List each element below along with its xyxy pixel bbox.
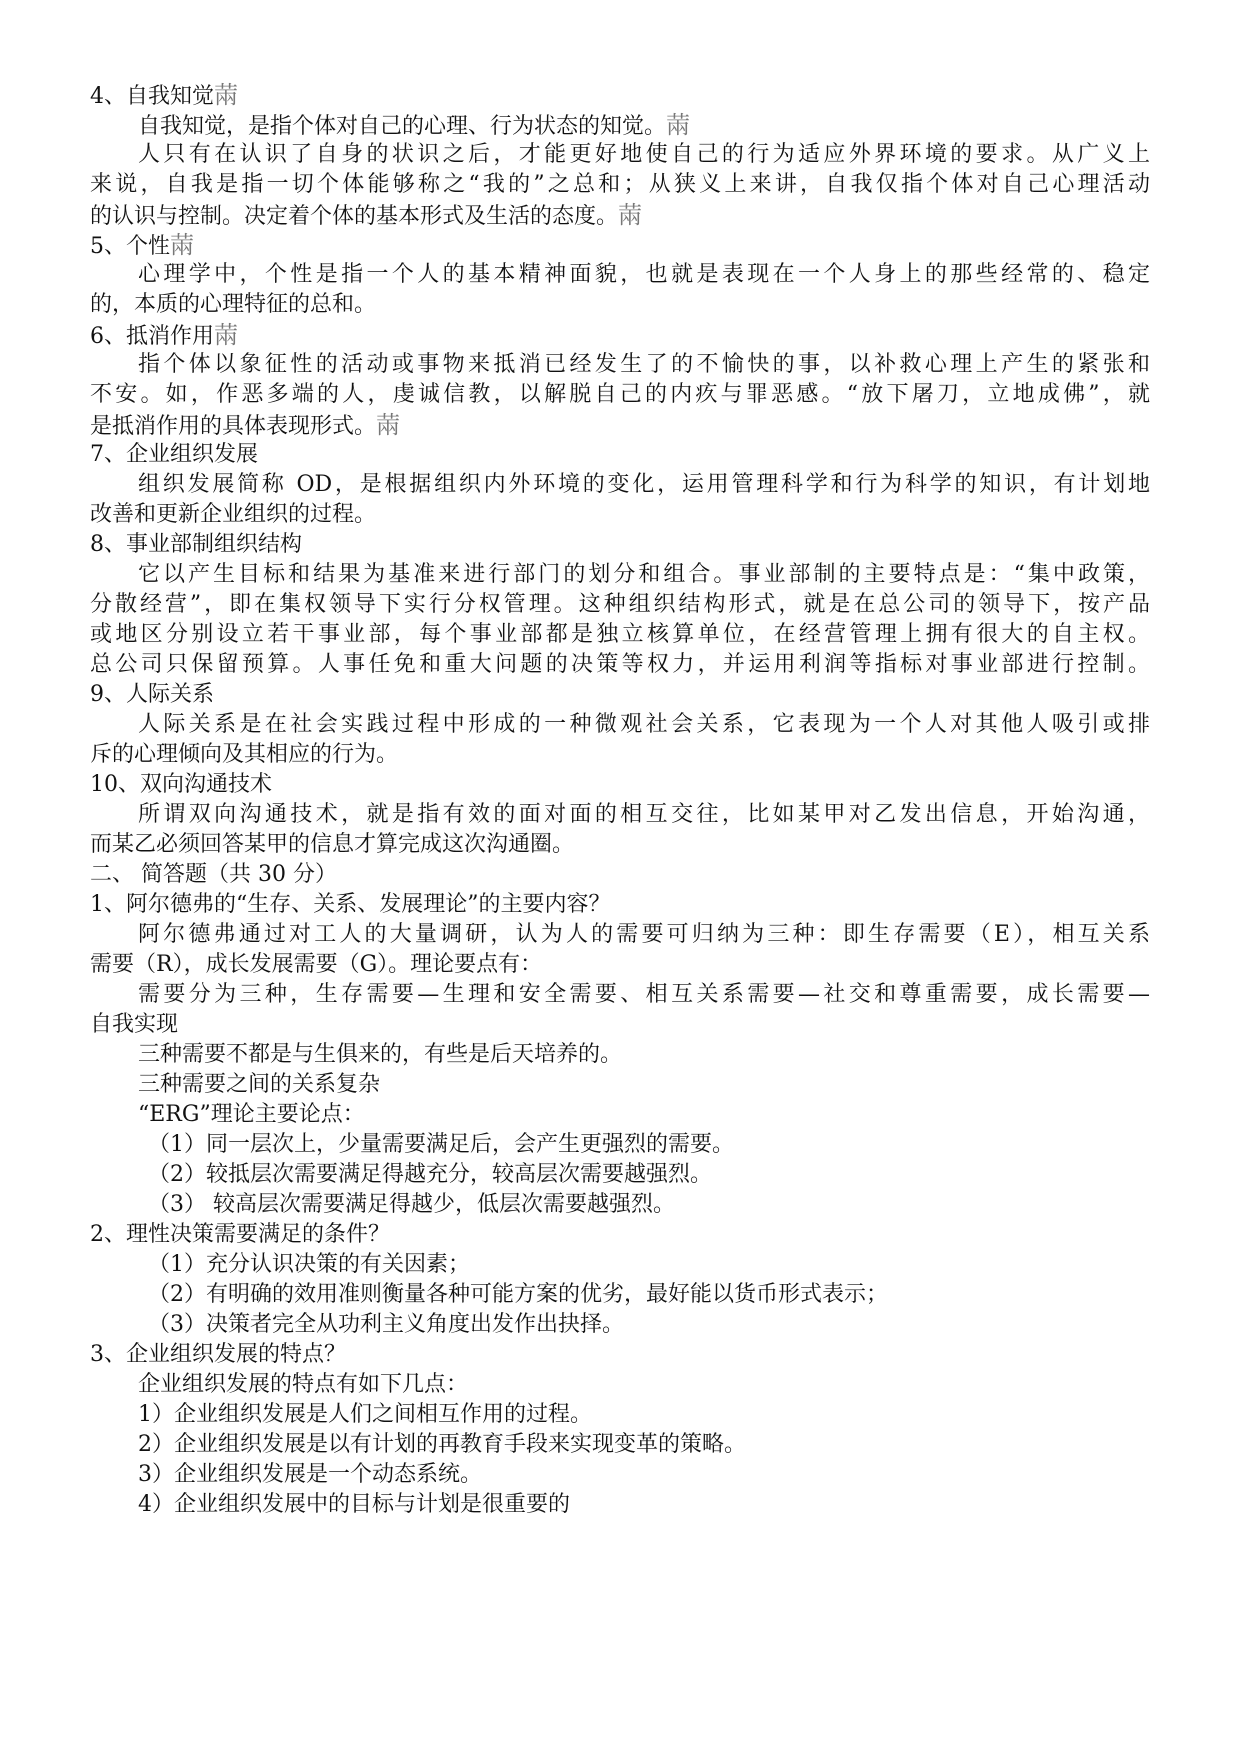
glyph-mark: 䓣 (214, 321, 238, 349)
heading-personality: 5、个性䓣 (90, 231, 194, 259)
paragraph-line: 改善和更新企业组织的过程。 (90, 502, 377, 527)
paragraph-line: 的认识与控制。决定着个体的基本形式及生活的态度。䓣 (90, 201, 643, 229)
paragraph-line: 斥的心理倾向及其相应的行为。 (90, 742, 399, 767)
heading-org-development: 7、企业组织发展 (90, 442, 258, 467)
glyph-mark: 䓣 (376, 411, 401, 439)
list-item: 3）企业组织发展是一个动态系统。 (138, 1462, 482, 1487)
list-item: 1）企业组织发展是人们之间相互作用的过程。 (138, 1402, 592, 1427)
paragraph-line: 指个体以象征性的活动或事物来抵消已经发生了的不愉快的事，以补救心理上产生的紧张和 (138, 352, 1150, 377)
heading-divisional-structure: 8、事业部制组织结构 (90, 532, 302, 557)
paragraph-line: 或地区分别设立若干事业部，每个事业部都是独立核算单位，在经营管理上拥有很大的自主权。 (90, 622, 1150, 647)
heading-two-way-communication: 10、双向沟通技术 (90, 772, 272, 797)
glyph-mark: 䓣 (170, 231, 194, 259)
paragraph-line: 企业组织发展的特点有如下几点： (138, 1372, 469, 1397)
paragraph-line: 需要分为三种，生存需要—生理和安全需要、相互关系需要—社交和尊重需要，成长需要— (138, 982, 1150, 1007)
list-item: （3） 较高层次需要满足得越少，低层次需要越强烈。 (148, 1192, 675, 1217)
heading-self-perception: 4、自我知觉䓣 (90, 81, 238, 109)
paragraph-line: “ERG”理论主要论点： (138, 1102, 365, 1127)
paragraph-line: 是抵消作用的具体表现形式。䓣 (90, 411, 401, 439)
heading-undoing: 6、抵消作用䓣 (90, 321, 238, 349)
list-item: （1）同一层次上，少量需要满足后，会产生更强烈的需要。 (148, 1132, 734, 1157)
paragraph-line: 自我实现 (90, 1012, 179, 1037)
paragraph-line: 来说，自我是指一切个体能够称之“我的”之总和；从狭义上来讲，自我仅指个体对自己心理活动 (90, 172, 1150, 197)
list-item: 2）企业组织发展是以有计划的再教育手段来实现变革的策略。 (138, 1432, 746, 1457)
list-item: 4）企业组织发展中的目标与计划是很重要的 (138, 1492, 570, 1517)
paragraph-line: 人只有在认识了自身的状识之后，才能更好地使自己的行为适应外界环境的要求。从广义上 (138, 142, 1150, 167)
list-item: （2）较抵层次需要满足得越充分，较高层次需要越强烈。 (148, 1162, 712, 1187)
glyph-mark: 䓣 (618, 201, 643, 229)
list-item: （3）决策者完全从功利主义角度出发作出抉择。 (148, 1312, 624, 1337)
glyph-mark: 䓣 (666, 111, 691, 139)
question-org-development-features: 3、企业组织发展的特点？ (90, 1342, 346, 1367)
question-erg: 1、阿尔德弗的“生存、关系、发展理论”的主要内容？ (90, 892, 611, 917)
paragraph-line: 人际关系是在社会实践过程中形成的一种微观社会关系，它表现为一个人对其他人吸引或排 (138, 712, 1150, 737)
paragraph-line: 不安。如，作恶多端的人，虔诚信教，以解脱自己的内疚与罪恶感。“放下屠刀，立地成佛”，就 (90, 382, 1150, 407)
section-heading-short-answer: 二、 简答题（共 30 分） (90, 862, 337, 887)
question-rational-decision: 2、理性决策需要满足的条件？ (90, 1222, 390, 1247)
paragraph-line: 所谓双向沟通技术，就是指有效的面对面的相互交往，比如某甲对乙发出信息，开始沟通， (138, 802, 1150, 827)
paragraph-line: 而某乙必须回答某甲的信息才算完成这次沟通圈。 (90, 832, 575, 857)
paragraph-line: 的，本质的心理特征的总和。 (90, 292, 377, 317)
paragraph-line: 三种需要不都是与生俱来的，有些是后天培养的。 (138, 1042, 623, 1067)
paragraph-line: 阿尔德弗通过对工人的大量调研，认为人的需要可归纳为三种：即生存需要（E），相互关系 (138, 922, 1150, 947)
paragraph-line: 分散经营”，即在集权领导下实行分权管理。这种组织结构形式，就是在总公司的领导下，按产品 (90, 592, 1150, 617)
list-item: （2）有明确的效用准则衡量各种可能方案的优劣，最好能以货币形式表示； (148, 1282, 888, 1307)
paragraph-line: 总公司只保留预算。人事任免和重大问题的决策等权力，并运用利润等指标对事业部进行控制。 (90, 652, 1150, 677)
paragraph-line: 组织发展简称 OD，是根据组织内外环境的变化，运用管理科学和行为科学的知识，有计划地 (138, 472, 1150, 497)
paragraph-line: 自我知觉，是指个体对自己的心理、行为状态的知觉。䓣 (138, 111, 691, 139)
paragraph-line: 它以产生目标和结果为基准来进行部门的划分和组合。事业部制的主要特点是：“集中政策， (138, 562, 1150, 587)
glyph-mark: 䓣 (214, 81, 238, 109)
heading-interpersonal: 9、人际关系 (90, 682, 214, 707)
paragraph-line: 心理学中，个性是指一个人的基本精神面貌，也就是表现在一个人身上的那些经常的、稳定 (138, 262, 1150, 287)
paragraph-line: 三种需要之间的关系复杂 (138, 1072, 381, 1097)
paragraph-line: 需要（R），成长发展需要（G）。理论要点有： (90, 952, 543, 977)
list-item: （1）充分认识决策的有关因素； (148, 1252, 470, 1277)
